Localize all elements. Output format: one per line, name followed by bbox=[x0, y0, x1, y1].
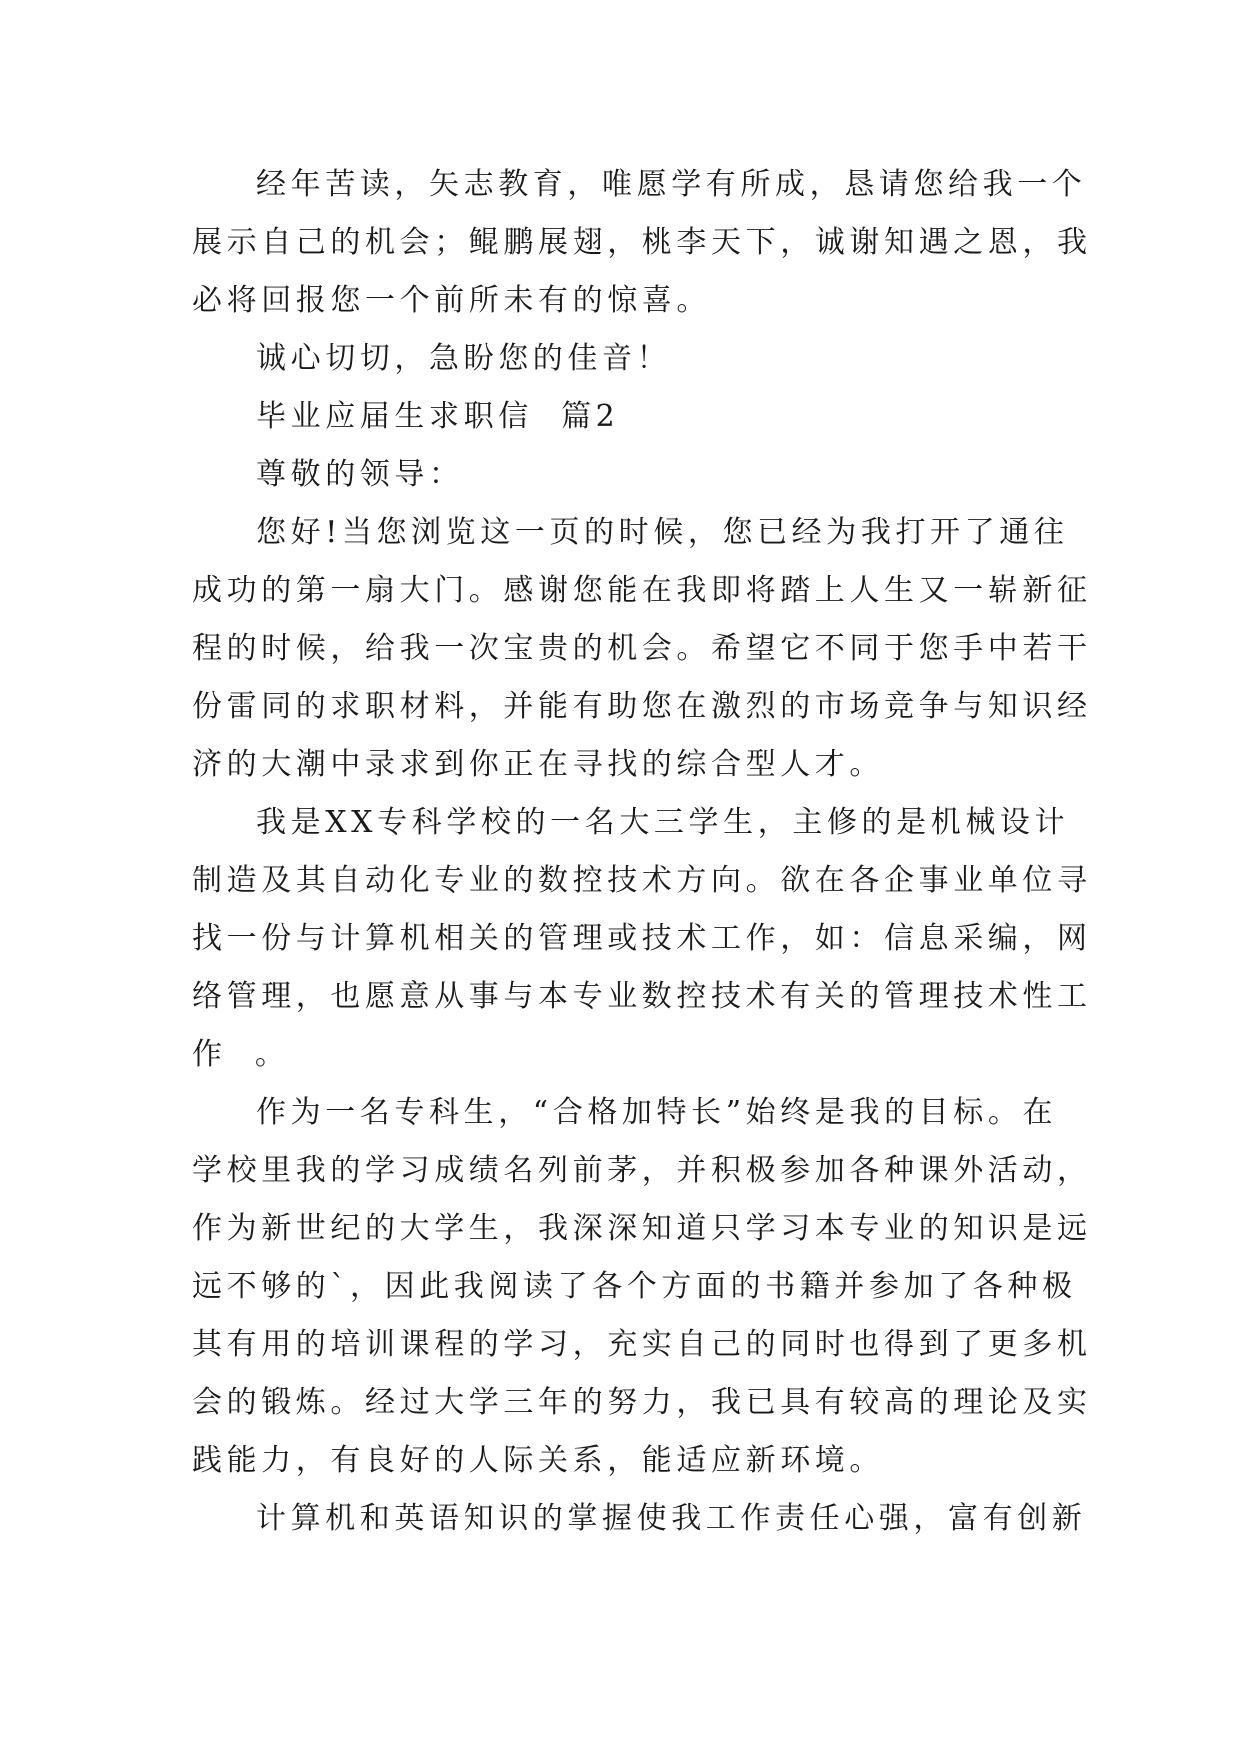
text-line: 成功的第一扇大门。感谢您能在我即将踏上人生又一崭新征 bbox=[192, 573, 1092, 608]
text-line: 必将回报您一个前所未有的惊喜。 bbox=[192, 283, 711, 318]
text-line: 制造及其自动化专业的数控技术方向。欲在各企事业单位寻 bbox=[192, 863, 1092, 898]
text-line: 诚心切切，急盼您的佳音！ bbox=[256, 341, 672, 376]
text-line: 作为新世纪的大学生，我深深知道只学习本专业的知识是远 bbox=[192, 1211, 1092, 1246]
text-line: 经年苦读，矢志教育，唯愿学有所成，恳请您给我一个 bbox=[256, 167, 1087, 202]
text-line: 作 。 bbox=[192, 1037, 290, 1072]
text-line: 作为一名专科生，“合格加特长”始终是我的目标。在 bbox=[256, 1095, 1058, 1130]
text-line: 济的大潮中录求到你正在寻找的综合型人才。 bbox=[192, 747, 884, 782]
section-heading: 毕业应届生求职信 篇2 bbox=[256, 399, 620, 434]
text-line: 展示自己的机会；鲲鹏展翅，桃李天下，诚谢知遇之恩，我 bbox=[192, 225, 1092, 260]
text-line: 远不够的`，因此我阅读了各个方面的书籍并参加了各种极 bbox=[192, 1269, 1077, 1304]
text-line: 络管理，也愿意从事与本专业数控技术有关的管理技术性工 bbox=[192, 979, 1092, 1014]
text-line: 计算机和英语知识的掌握使我工作责任心强，富有创新 bbox=[256, 1501, 1087, 1536]
text-line: 会的锻炼。经过大学三年的努力，我已具有较高的理论及实 bbox=[192, 1385, 1092, 1420]
text-line: 我是XX专科学校的一名大三学生，主修的是机械设计 bbox=[256, 805, 1070, 840]
text-line: 程的时候，给我一次宝贵的机会。希望它不同于您手中若干 bbox=[192, 631, 1092, 666]
text-line: 份雷同的求职材料，并能有助您在激烈的市场竞争与知识经 bbox=[192, 689, 1092, 724]
text-line: 践能力，有良好的人际关系，能适应新环境。 bbox=[192, 1443, 884, 1478]
text-line: 找一份与计算机相关的管理或技术工作，如：信息采编，网 bbox=[192, 921, 1092, 956]
salutation: 尊敬的领导： bbox=[256, 457, 464, 492]
text-line: 学校里我的学习成绩名列前茅，并积极参加各种课外活动， bbox=[192, 1153, 1092, 1188]
text-line: 其有用的培训课程的学习，充实自己的同时也得到了更多机 bbox=[192, 1327, 1092, 1362]
text-line: 您好!当您浏览这一页的时候，您已经为我打开了通往 bbox=[256, 515, 1069, 550]
